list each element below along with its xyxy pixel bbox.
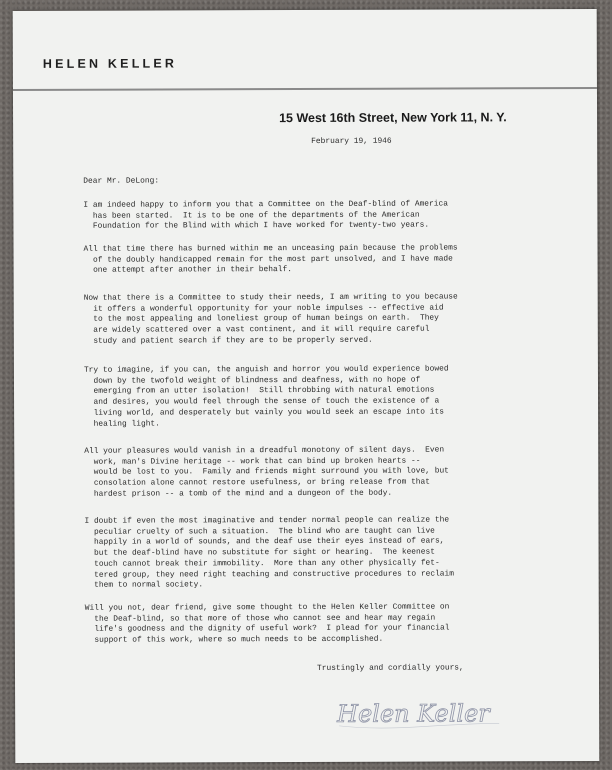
closing: Trustingly and cordially yours, [316,663,464,673]
letterhead-name: HELEN KELLER [42,56,178,71]
paragraph-6: I doubt if even the most imaginative and tender normal people can realize the peculiar cruelty of such a situation. The blind who are taught can live happily in a world of sounds, and the deaf use their eyes instead of ears, but the deaf-blind have no substitute for sight or hearing. The keenest touch cannot break their immobility. More than any other physically fet- tered group, they need right teaching and constructive procedures to reclaim them to normal society. [84,515,455,590]
handwritten-signature [333,689,503,736]
paragraph-5: All your pleasures would vanish in a dreadful monotony of silent days. Even work, man's Divine heritage -- work that can bind up broken hearts -- would be lost to you. Family and friends might surround you with love, but consolation alone cannot restore usefulness, or bring release from that hardest prison -- a tomb of the mind and a dungeon of the body. [84,445,449,499]
letterhead-rule [13,87,597,91]
letter-date: February 19, 1946 [311,136,392,146]
paragraph-7: Will you not, dear friend, give some thought to the Helen Keller Committee on the Deaf-blind, so that more of those who cannot see and hear may regain life's goodness and the dignity of useful work? I plead for your financial support of this work, where so much needs to be accomplished. [84,602,450,645]
salutation: Dear Mr. DeLong: [83,176,160,186]
letterhead-address: 15 West 16th Street, New York 11, N. Y. [279,110,507,126]
paragraph-3: Now that there is a Committee to study their needs, I am writing to you because it offers a wonderful opportunity for your noble impulses -- effective aid to the most appealing and loneliest group of human beings on earth. They are widely scattered over a vast continent, and it will require careful study and patient search if they are to be properly served. [83,292,458,346]
signature-text: Helen Keller [337,699,490,728]
paragraph-1: I am indeed happy to inform you that a Committee on the Deaf-blind of America has been started. It is to be one of the departments of the American Foundation for the Blind with which I have worked for twenty-two years. [83,199,448,232]
paragraph-2: All that time there has burned within me an unceasing pain because the problems of the doubly handicapped remain for the most part unsolved, and I have made one attempt after another in their behalf. [83,243,458,276]
letter-sheet [13,9,600,763]
paragraph-4: Try to imagine, if you can, the anguish and horror you would experience bowed down by the twofold weight of blindness and deafness, with no hope of emerging from an utter isolation! Still throbbing with natural emotions and desires, you would feel through the sense of touch the existence of a living world, and desperately but vainly you would seek an escape into its healing light. [83,364,449,429]
